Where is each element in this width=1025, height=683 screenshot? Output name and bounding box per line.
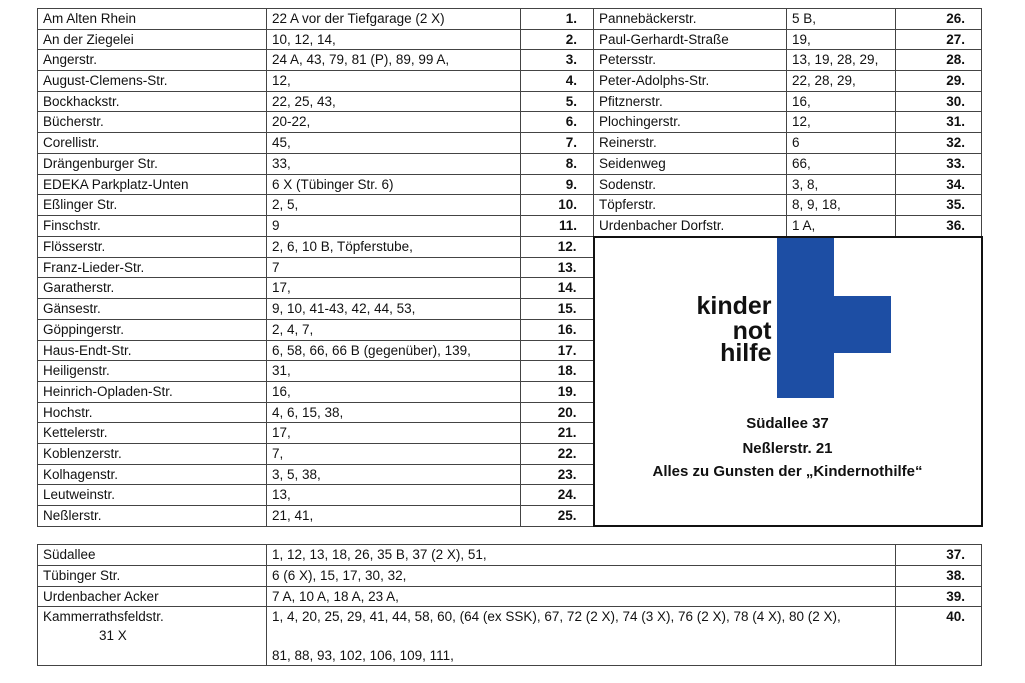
street-name: Finschstr. bbox=[38, 215, 267, 236]
table-row bbox=[38, 50, 982, 71]
street-name: Corellistr. bbox=[38, 133, 267, 154]
house-numbers: 20-22, bbox=[267, 112, 521, 133]
house-numbers: 19, bbox=[787, 29, 896, 50]
house-numbers: 22, 25, 43, bbox=[267, 91, 521, 112]
table-row bbox=[38, 215, 982, 236]
table-row bbox=[38, 195, 982, 216]
entry-number: 33. bbox=[896, 153, 982, 174]
logo-word-kinder: kinder bbox=[696, 291, 772, 320]
house-numbers: 12, bbox=[267, 71, 521, 92]
street-name: Leutweinstr. bbox=[38, 485, 267, 506]
street-name: Koblenzerstr. bbox=[38, 443, 267, 464]
street-name: Flösserstr. bbox=[38, 237, 267, 258]
entry-number: 30. bbox=[896, 91, 982, 112]
house-numbers: 6, 58, 66, 66 B (gegenüber), 139, bbox=[267, 340, 521, 361]
entry-number: 24. bbox=[521, 485, 594, 506]
table-row bbox=[38, 29, 982, 50]
street-name: Angerstr. bbox=[38, 50, 267, 71]
spacer-cell bbox=[38, 526, 982, 545]
kindernothilfe-logo-box bbox=[594, 237, 982, 527]
entry-number: 3. bbox=[521, 50, 594, 71]
house-numbers: 22, 28, 29, bbox=[787, 71, 896, 92]
table-row bbox=[38, 9, 982, 30]
entry-number: 31. bbox=[896, 112, 982, 133]
entry-number: 15. bbox=[521, 299, 594, 320]
house-numbers: 31, bbox=[267, 361, 521, 382]
street-name: Pfitznerstr. bbox=[594, 91, 787, 112]
street-name-cell bbox=[38, 607, 267, 666]
street-name: Eßlinger Str. bbox=[38, 195, 267, 216]
street-name: Kolhagenstr. bbox=[38, 464, 267, 485]
house-numbers: 12, bbox=[787, 112, 896, 133]
table-row bbox=[38, 71, 982, 92]
street-name: Reinerstr. bbox=[594, 133, 787, 154]
table-row bbox=[38, 607, 982, 666]
street-name: Neßlerstr. bbox=[38, 506, 267, 527]
house-numbers: 3, 8, bbox=[787, 174, 896, 195]
house-numbers: 10, 12, 14, bbox=[267, 29, 521, 50]
street-name: Kammerrathsfeldstr. bbox=[43, 609, 164, 625]
street-name: Urdenbacher Dorfstr. bbox=[594, 215, 787, 236]
house-numbers: 3, 5, 38, bbox=[267, 464, 521, 485]
house-numbers: 45, bbox=[267, 133, 521, 154]
street-name: Bockhackstr. bbox=[38, 91, 267, 112]
street-name: Pannebäckerstr. bbox=[594, 9, 787, 30]
house-numbers: 7, bbox=[267, 443, 521, 464]
house-numbers: 21, 41, bbox=[267, 506, 521, 527]
table-row bbox=[38, 565, 982, 586]
street-name: Seidenweg bbox=[594, 153, 787, 174]
house-numbers: 1, 4, 20, 25, 29, 41, 44, 58, 60, (64 (ex SSK), 67, 72 (2 X), 74 (3 X), 76 (2 X), 78 (4 X), 80 (2 X), bbox=[272, 609, 841, 625]
table-row bbox=[38, 133, 982, 154]
house-numbers: 2, 6, 10 B, Töpferstube, bbox=[267, 237, 521, 258]
house-numbers: 1, 12, 13, 18, 26, 35 B, 37 (2 X), 51, bbox=[267, 545, 896, 566]
street-name: Kettelerstr. bbox=[38, 423, 267, 444]
entry-number: 32. bbox=[896, 133, 982, 154]
entry-number: 16. bbox=[521, 319, 594, 340]
entry-number: 26. bbox=[896, 9, 982, 30]
table-row bbox=[38, 586, 982, 607]
street-name: Paul-Gerhardt-Straße bbox=[594, 29, 787, 50]
house-numbers: 13, bbox=[267, 485, 521, 506]
house-numbers: 7 bbox=[267, 257, 521, 278]
cross-horizontal-bar bbox=[777, 296, 891, 353]
house-numbers: 4, 6, 15, 38, bbox=[267, 402, 521, 423]
street-name: Bücherstr. bbox=[38, 112, 267, 133]
charity-note: Alles zu Gunsten der „Kindernothilfe“ bbox=[652, 462, 923, 480]
house-numbers: 16, bbox=[787, 91, 896, 112]
street-name: Südallee bbox=[38, 545, 267, 566]
house-numbers: 66, bbox=[787, 153, 896, 174]
entry-number: 34. bbox=[896, 174, 982, 195]
table-row bbox=[38, 174, 982, 195]
entry-number: 12. bbox=[521, 237, 594, 258]
logo-word-hilfe: hilfe bbox=[720, 338, 772, 367]
house-numbers: 5 B, bbox=[787, 9, 896, 30]
entry-number: 39. bbox=[896, 586, 982, 607]
entry-number: 9. bbox=[521, 174, 594, 195]
street-table bbox=[37, 8, 983, 666]
entry-number: 11. bbox=[521, 215, 594, 236]
house-numbers: 8, 9, 18, bbox=[787, 195, 896, 216]
entry-number: 6. bbox=[521, 112, 594, 133]
street-name: Drängenburger Str. bbox=[38, 153, 267, 174]
house-numbers: 7 A, 10 A, 18 A, 23 A, bbox=[267, 586, 896, 607]
house-numbers-cell bbox=[267, 607, 896, 666]
street-name: Garatherstr. bbox=[38, 278, 267, 299]
street-name: Gänsestr. bbox=[38, 299, 267, 320]
street-name: Tübinger Str. bbox=[38, 565, 267, 586]
house-numbers: 13, 19, 28, 29, bbox=[787, 50, 896, 71]
entry-number: 21. bbox=[521, 423, 594, 444]
street-name: Heinrich-Opladen-Str. bbox=[38, 381, 267, 402]
entry-number: 19. bbox=[521, 381, 594, 402]
address-line-1: Südallee 37 bbox=[746, 414, 829, 432]
address-line-2: Neßlerstr. 21 bbox=[742, 439, 833, 457]
entry-number: 14. bbox=[521, 278, 594, 299]
street-list-document bbox=[37, 8, 981, 666]
entry-number: 23. bbox=[521, 464, 594, 485]
entry-number: 28. bbox=[896, 50, 982, 71]
entry-number: 17. bbox=[521, 340, 594, 361]
entry-number: 4. bbox=[521, 71, 594, 92]
house-numbers-continued: 81, 88, 93, 102, 106, 109, 111, bbox=[272, 648, 454, 664]
entry-number: 35. bbox=[896, 195, 982, 216]
table-row bbox=[38, 545, 982, 566]
street-name: Heiligenstr. bbox=[38, 361, 267, 382]
house-numbers: 6 X (Tübinger Str. 6) bbox=[267, 174, 521, 195]
house-numbers: 1 A, bbox=[787, 215, 896, 236]
house-numbers: 17, bbox=[267, 278, 521, 299]
entry-number: 29. bbox=[896, 71, 982, 92]
table-row bbox=[38, 91, 982, 112]
entry-number: 1. bbox=[521, 9, 594, 30]
table-row bbox=[38, 153, 982, 174]
entry-number: 18. bbox=[521, 361, 594, 382]
street-name: Plochingerstr. bbox=[594, 112, 787, 133]
entry-number: 8. bbox=[521, 153, 594, 174]
entry-number: 27. bbox=[896, 29, 982, 50]
entry-number: 37. bbox=[896, 545, 982, 566]
entry-number: 38. bbox=[896, 565, 982, 586]
street-name: Franz-Lieder-Str. bbox=[38, 257, 267, 278]
street-name: Am Alten Rhein bbox=[38, 9, 267, 30]
street-name: Sodenstr. bbox=[594, 174, 787, 195]
entry-number: 5. bbox=[521, 91, 594, 112]
entry-number: 13. bbox=[521, 257, 594, 278]
entry-number: 40. bbox=[896, 607, 982, 666]
street-name: Petersstr. bbox=[594, 50, 787, 71]
street-name: Peter-Adolphs-Str. bbox=[594, 71, 787, 92]
house-numbers: 6 (6 X), 15, 17, 30, 32, bbox=[267, 565, 896, 586]
table-row bbox=[38, 112, 982, 133]
entry-number: 2. bbox=[521, 29, 594, 50]
house-numbers: 6 bbox=[787, 133, 896, 154]
street-name: Hochstr. bbox=[38, 402, 267, 423]
house-numbers: 9, 10, 41-43, 42, 44, 53, bbox=[267, 299, 521, 320]
house-numbers: 2, 5, bbox=[267, 195, 521, 216]
street-name: Töpferstr. bbox=[594, 195, 787, 216]
street-name: EDEKA Parkplatz-Unten bbox=[38, 174, 267, 195]
house-numbers: 2, 4, 7, bbox=[267, 319, 521, 340]
table-spacer-row bbox=[38, 526, 982, 545]
house-numbers: 16, bbox=[267, 381, 521, 402]
entry-number: 10. bbox=[521, 195, 594, 216]
street-name: Urdenbacher Acker bbox=[38, 586, 267, 607]
house-numbers: 22 A vor der Tiefgarage (2 X) bbox=[267, 9, 521, 30]
street-extra-note: 31 X bbox=[99, 628, 127, 644]
entry-number: 20. bbox=[521, 402, 594, 423]
entry-number: 25. bbox=[521, 506, 594, 527]
house-numbers: 17, bbox=[267, 423, 521, 444]
street-name: August-Clemens-Str. bbox=[38, 71, 267, 92]
house-numbers: 24 A, 43, 79, 81 (P), 89, 99 A, bbox=[267, 50, 521, 71]
house-numbers: 9 bbox=[267, 215, 521, 236]
entry-number: 7. bbox=[521, 133, 594, 154]
street-name: An der Ziegelei bbox=[38, 29, 267, 50]
logo-word-not: not bbox=[732, 316, 772, 345]
street-name: Göppingerstr. bbox=[38, 319, 267, 340]
table-row bbox=[38, 237, 982, 258]
house-numbers: 33, bbox=[267, 153, 521, 174]
street-name: Haus-Endt-Str. bbox=[38, 340, 267, 361]
entry-number: 22. bbox=[521, 443, 594, 464]
entry-number: 36. bbox=[896, 215, 982, 236]
